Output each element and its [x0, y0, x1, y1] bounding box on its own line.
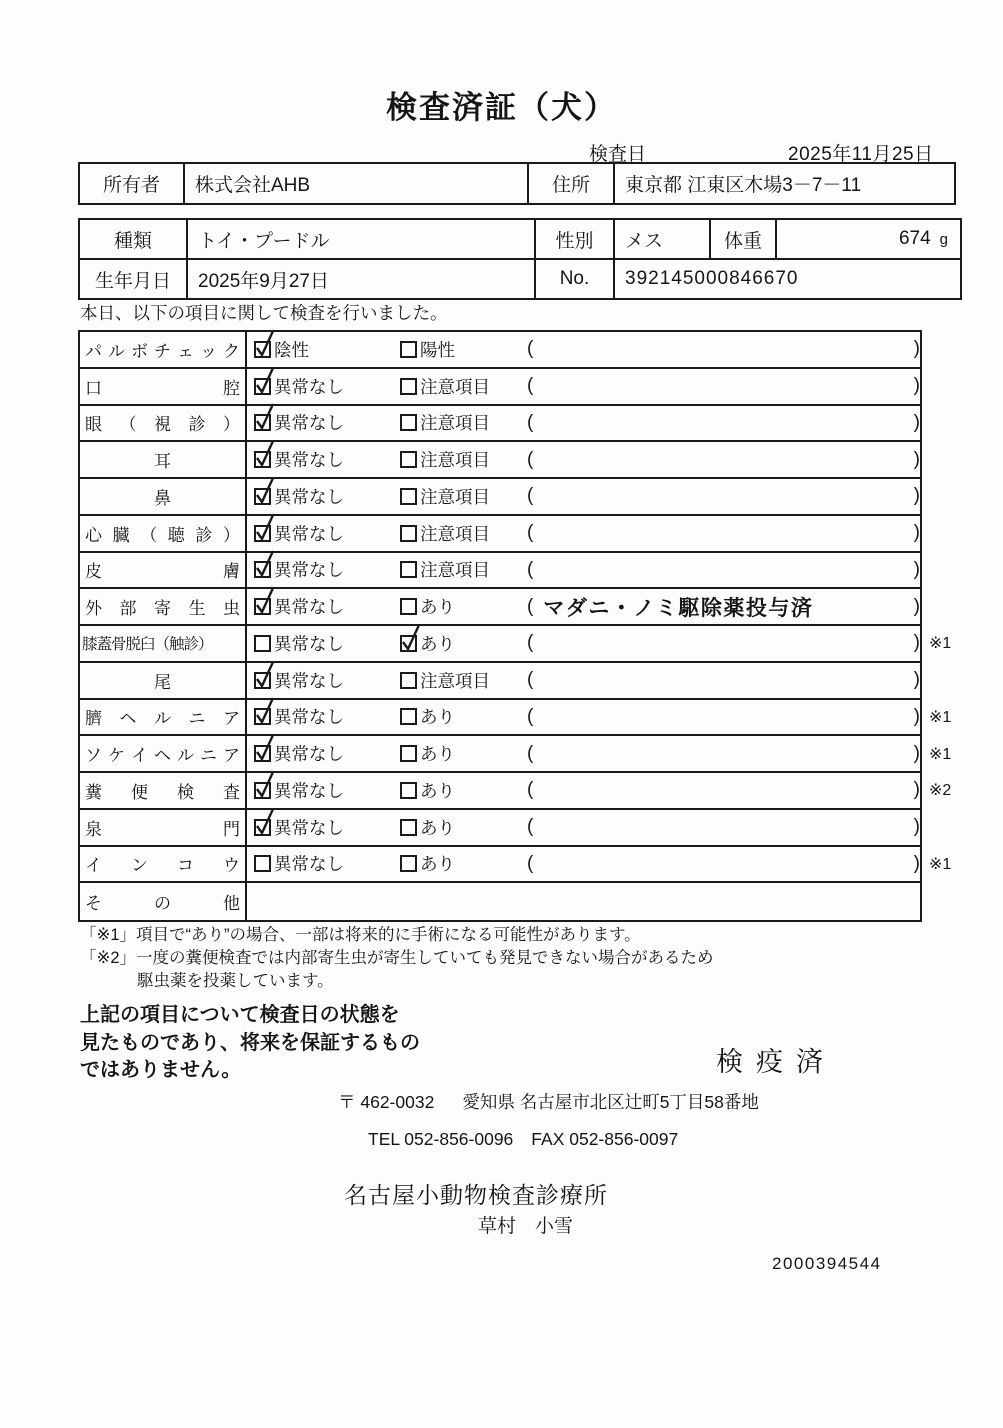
- clinic-postal-code: 〒 462-0032: [338, 1092, 435, 1112]
- open-paren: (: [527, 595, 534, 617]
- footnote-line: 駆虫薬を投薬しています。: [137, 972, 334, 990]
- checkbox-option: [254, 557, 400, 582]
- checked-checkbox-icon: [254, 378, 271, 395]
- checklist-item-content: [247, 773, 920, 808]
- birthdate-value: 2025年9月27日: [187, 259, 535, 299]
- empty-checkbox-icon: [400, 782, 417, 799]
- page-title: 検査済証（犬）: [386, 90, 617, 125]
- checklist-item-content: [247, 406, 920, 441]
- checkbox-option: [254, 851, 400, 876]
- checkbox-option-label: 注意項目: [420, 486, 490, 507]
- footnote-mark: ※1: [929, 635, 952, 653]
- checklist-item-label: 尾: [80, 663, 247, 698]
- checkmark-icon: [398, 622, 422, 653]
- checklist-item-content: [247, 332, 920, 367]
- owner-table: [78, 162, 956, 205]
- checklist-item-label: 泉 門: [80, 810, 247, 845]
- checkbox-option-label: 異常なし: [274, 450, 344, 471]
- checklist-row: [80, 773, 952, 810]
- empty-checkbox-icon: [400, 855, 417, 872]
- close-paren: ): [913, 522, 920, 544]
- empty-checkbox-icon: [400, 708, 417, 725]
- clinic-address-line: [338, 1089, 759, 1114]
- checked-checkbox-icon: [254, 819, 271, 836]
- checkbox-option-label: あり: [420, 817, 455, 838]
- checkbox-option-label: 異常なし: [274, 744, 344, 765]
- footnote-mark: ※1: [929, 708, 952, 726]
- open-paren: (: [527, 375, 534, 397]
- checked-checkbox-icon: [254, 341, 271, 358]
- checklist-item-content: [247, 589, 920, 624]
- checklist-item-label: 臍 ヘ ル ニ ア: [80, 700, 247, 735]
- empty-checkbox-icon: [400, 819, 417, 836]
- close-paren: ): [913, 816, 920, 838]
- checklist-item-label: 鼻: [80, 479, 247, 514]
- statement-line: ではありません。: [80, 1059, 242, 1081]
- checkbox-option: [254, 815, 400, 840]
- checkbox-option: [400, 741, 527, 766]
- checkbox-option-label: 異常なし: [274, 597, 344, 618]
- clinic-tel: TEL 052-856-0096: [368, 1129, 514, 1149]
- close-paren: ): [913, 632, 920, 654]
- address-label: 住所: [528, 163, 614, 204]
- checklist-item-label: パ ル ボ チ ェ ッ ク: [80, 332, 247, 367]
- checkbox-option-label: 注意項目: [420, 670, 490, 691]
- footnotes: [80, 924, 714, 993]
- checkbox-option: [254, 778, 400, 803]
- empty-checkbox-icon: [400, 672, 417, 689]
- checklist-item-content: [247, 700, 920, 735]
- close-paren: ): [913, 595, 920, 617]
- checkbox-option: [400, 337, 527, 362]
- veterinarian-name: 草村 小雪: [478, 1216, 574, 1237]
- intro-text: 本日、以下の項目に関して検査を行いました。: [80, 303, 448, 323]
- checklist-item-content: [247, 369, 920, 404]
- checklist-item-content: [247, 479, 920, 514]
- checklist-item-label: 皮 膚: [80, 553, 247, 588]
- checkbox-option: [254, 410, 400, 435]
- checkbox-option-label: 注意項目: [420, 413, 490, 434]
- checkbox-option-label: 注意項目: [420, 450, 490, 471]
- disclaimer-statement: [80, 1002, 420, 1085]
- statement-line: 上記の項目について検査日の状態を: [80, 1004, 400, 1026]
- checkbox-option-label: 異常なし: [274, 854, 344, 875]
- checklist-item-content: [247, 442, 920, 477]
- quarantine-stamp: 検疫済: [716, 1047, 836, 1077]
- checkbox-option: [254, 374, 400, 399]
- checked-checkbox-icon: [254, 525, 271, 542]
- checklist-item-label: そ の 他: [80, 883, 247, 920]
- open-paren: (: [527, 338, 534, 360]
- footnote-line: 「※1」項目で“あり”の場合、一部は将来的に手術になる可能性があります。: [80, 926, 641, 944]
- checklist-item-label: イ ン コ ウ: [80, 847, 247, 882]
- close-paren: ): [913, 779, 920, 801]
- checklist-item-content: [247, 847, 920, 882]
- checkbox-option: [254, 631, 400, 656]
- checklist-row: [80, 479, 920, 516]
- footnote-mark: ※1: [929, 855, 952, 873]
- checkbox-option-label: 異常なし: [274, 780, 344, 801]
- sex-label: 性別: [535, 219, 614, 259]
- checklist-row: [80, 332, 920, 369]
- checklist-item-content: [247, 516, 920, 551]
- open-paren: (: [527, 522, 534, 544]
- checkbox-option-label: 異常なし: [274, 670, 344, 691]
- checkbox-option: [254, 741, 400, 766]
- checklist-item-label: 心 臓 （ 聴 診 ）: [80, 516, 247, 551]
- checkbox-option-label: あり: [420, 597, 455, 618]
- checked-checkbox-icon: [254, 672, 271, 689]
- number-label: No.: [535, 259, 614, 299]
- checkbox-option: [254, 704, 400, 729]
- checkmark-icon: [252, 475, 276, 506]
- empty-checkbox-icon: [400, 451, 417, 468]
- inspection-date-value: 2025年11月25日: [788, 144, 934, 165]
- clinic-address: 愛知県 名古屋市北区辻町5丁目58番地: [462, 1092, 759, 1112]
- checkmark-icon: [252, 769, 276, 800]
- checkbox-option: [254, 521, 400, 546]
- close-paren: ): [913, 742, 920, 764]
- number-value: 392145000846670: [614, 259, 961, 299]
- checkbox-option-label: 異常なし: [274, 486, 344, 507]
- checkmark-icon: [252, 659, 276, 690]
- open-paren: (: [527, 632, 534, 654]
- close-paren: ): [913, 558, 920, 580]
- checked-checkbox-icon: [400, 635, 417, 652]
- checked-checkbox-icon: [254, 488, 271, 505]
- checklist-item-label: 外 部 寄 生 虫: [80, 589, 247, 624]
- pet-info-table: [78, 218, 962, 300]
- open-paren: (: [527, 816, 534, 838]
- checkbox-option: [400, 521, 527, 546]
- checklist-row: [80, 442, 920, 479]
- checkbox-option-label: 注意項目: [420, 560, 490, 581]
- checklist-row: [80, 589, 920, 626]
- checkbox-option: [254, 337, 400, 362]
- checkbox-option-label: 陽性: [420, 339, 455, 360]
- checkbox-option-label: 異常なし: [274, 560, 344, 581]
- checkbox-option: [400, 484, 527, 509]
- checklist-item-content: [247, 883, 920, 920]
- weight-value: 674 g: [776, 219, 961, 259]
- checked-checkbox-icon: [254, 451, 271, 468]
- empty-checkbox-icon: [400, 598, 417, 615]
- checkbox-option: [400, 778, 527, 803]
- close-paren: ): [913, 338, 920, 360]
- checkbox-option-label: 注意項目: [420, 376, 490, 397]
- checkbox-option: [254, 484, 400, 509]
- clinic-fax: FAX 052-856-0097: [531, 1129, 679, 1149]
- open-paren: (: [527, 485, 534, 507]
- close-paren: ): [913, 705, 920, 727]
- checkmark-icon: [252, 732, 276, 763]
- inspection-date-label: 検査日: [589, 144, 647, 165]
- empty-checkbox-icon: [400, 378, 417, 395]
- open-paren: (: [527, 852, 534, 874]
- empty-checkbox-icon: [400, 745, 417, 762]
- checked-checkbox-icon: [254, 745, 271, 762]
- checkbox-option-label: 陰性: [274, 339, 309, 360]
- address-value: 東京都 江東区木場3－7－11: [614, 163, 955, 204]
- owner-value: 株式会社AHB: [184, 163, 528, 204]
- checked-checkbox-icon: [254, 708, 271, 725]
- checklist-item-content: [247, 810, 920, 845]
- close-paren: ): [913, 375, 920, 397]
- checkmark-icon: [252, 401, 276, 432]
- checkbox-option: [400, 447, 527, 472]
- checkbox-option: [400, 631, 527, 656]
- checkbox-option-label: 異常なし: [274, 376, 344, 397]
- birthdate-label: 生年月日: [79, 259, 187, 299]
- checklist-item-label: 口 腔: [80, 369, 247, 404]
- checkmark-icon: [252, 695, 276, 726]
- checkbox-option-label: あり: [420, 780, 455, 801]
- checkbox-option: [254, 447, 400, 472]
- checklist-row: [80, 406, 920, 443]
- close-paren: ): [913, 669, 920, 691]
- checkbox-option-label: あり: [420, 854, 455, 875]
- checked-checkbox-icon: [254, 782, 271, 799]
- checkbox-option: [400, 374, 527, 399]
- checklist-item-label: 耳: [80, 442, 247, 477]
- checklist-item-content: [247, 736, 920, 771]
- sex-value: メス: [614, 219, 710, 259]
- checkbox-option: [254, 668, 400, 693]
- checkbox-option-label: 異常なし: [274, 523, 344, 544]
- footnote-mark: ※1: [929, 745, 952, 763]
- checkbox-option-label: あり: [420, 633, 455, 654]
- checklist-item-label: 膝蓋骨脱臼（触診）: [80, 626, 247, 661]
- checklist-table: [78, 330, 952, 922]
- open-paren: (: [527, 742, 534, 764]
- checkbox-option-label: 異常なし: [274, 707, 344, 728]
- empty-checkbox-icon: [254, 635, 271, 652]
- empty-checkbox-icon: [400, 488, 417, 505]
- serial-number: 2000394544: [772, 1254, 882, 1273]
- checklist-row: [80, 847, 952, 884]
- checkbox-option-label: あり: [420, 707, 455, 728]
- footnote-line: 「※2」一度の糞便検査では内部寄生虫が寄生していても発見できない場合があるため: [80, 949, 714, 967]
- weight-unit: g: [939, 231, 948, 248]
- checked-checkbox-icon: [254, 561, 271, 578]
- close-paren: ): [913, 448, 920, 470]
- checkbox-option: [400, 410, 527, 435]
- checkbox-option-label: 異常なし: [274, 413, 344, 434]
- statement-line: 見たものであり、将来を保証するもの: [80, 1031, 420, 1054]
- breed-value: トイ・プードル: [187, 219, 535, 259]
- checkbox-option: [400, 815, 527, 840]
- owner-label: 所有者: [79, 163, 184, 204]
- clinic-phone-line: [368, 1129, 678, 1150]
- empty-checkbox-icon: [400, 525, 417, 542]
- checkbox-option: [400, 704, 527, 729]
- breed-label: 種類: [79, 219, 187, 259]
- checklist-item-content: [247, 626, 920, 661]
- close-paren: ): [913, 411, 920, 433]
- checklist-row: [80, 700, 952, 737]
- close-paren: ): [913, 485, 920, 507]
- checkbox-option: [400, 851, 527, 876]
- checklist-row: [80, 516, 920, 553]
- empty-checkbox-icon: [254, 855, 271, 872]
- close-paren: ): [913, 852, 920, 874]
- checkmark-icon: [252, 365, 276, 396]
- open-paren: (: [527, 448, 534, 470]
- checklist-item-content: [247, 553, 920, 588]
- checked-checkbox-icon: [254, 598, 271, 615]
- checklist-item-label: 眼 （ 視 診 ）: [80, 406, 247, 441]
- clinic-name: 名古屋小動物検査診療所: [344, 1182, 608, 1208]
- checkmark-icon: [252, 806, 276, 837]
- checkbox-option-label: あり: [420, 744, 455, 765]
- checklist-row: [80, 883, 920, 920]
- open-paren: (: [527, 779, 534, 801]
- checklist-row: [80, 810, 920, 847]
- checkbox-option: [400, 668, 527, 693]
- checkmark-icon: [252, 585, 276, 616]
- checkbox-option-label: 異常なし: [274, 817, 344, 838]
- checkmark-icon: [252, 512, 276, 543]
- checkmark-icon: [252, 548, 276, 579]
- checkbox-option-label: 注意項目: [420, 523, 490, 544]
- open-paren: (: [527, 411, 534, 433]
- empty-checkbox-icon: [400, 414, 417, 431]
- weight-label: 体重: [710, 219, 776, 259]
- empty-checkbox-icon: [400, 341, 417, 358]
- checkbox-option: [400, 557, 527, 582]
- checklist-row: [80, 663, 920, 700]
- open-paren: (: [527, 669, 534, 691]
- footnote-mark: ※2: [929, 782, 952, 800]
- open-paren: (: [527, 705, 534, 727]
- checkbox-option-label: 異常なし: [274, 633, 344, 654]
- checked-checkbox-icon: [254, 414, 271, 431]
- checklist-row: [80, 369, 920, 406]
- checkbox-option: [254, 594, 400, 619]
- checkmark-icon: [252, 328, 276, 359]
- note-text: マダニ・ノミ駆除薬投与済: [543, 596, 814, 620]
- checklist-row: [80, 626, 952, 663]
- empty-checkbox-icon: [400, 561, 417, 578]
- checklist-row: [80, 736, 952, 773]
- checklist-item-label: ソ ケ イ ヘ ル ニ ア: [80, 736, 247, 771]
- checklist-item-content: [247, 663, 920, 698]
- checkmark-icon: [252, 438, 276, 469]
- open-paren: (: [527, 558, 534, 580]
- checklist-row: [80, 553, 920, 590]
- checklist-item-label: 糞 便 検 査: [80, 773, 247, 808]
- checkbox-option: [400, 594, 527, 619]
